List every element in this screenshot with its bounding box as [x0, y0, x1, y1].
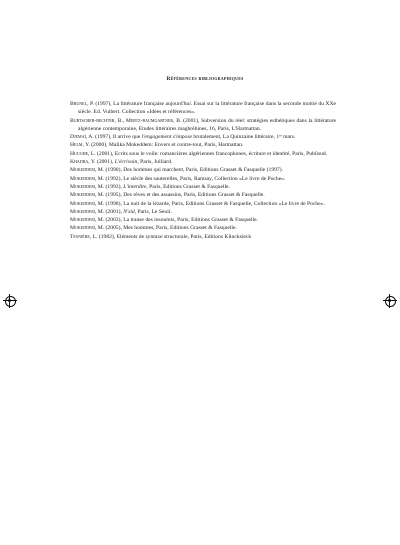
reference-text-end: . Essai sur la littérature française dans la seconde moitié du XXe siècle. Ed. Vuibert. Collection «Idées et références». [78, 101, 336, 116]
reference-item [70, 100, 336, 117]
reference-italic-title: hui [183, 101, 191, 107]
reference-item [70, 224, 336, 232]
reference-author: Brunel, P. [70, 101, 94, 107]
reference-item [70, 133, 336, 141]
reference-author: Huughe, L. [70, 150, 96, 157]
reference-text: (1990), Des hommes qui marchent, Paris, Editions Grasset & Fasquelle (1997). [104, 167, 283, 174]
reference-text: (2005), Mes hommes, Paris, Editions Grasset & Fasquelle. [104, 225, 237, 232]
reference-text-end: , Paris, Julliard. [137, 159, 173, 166]
reference-italic-title: L'interdite [123, 183, 147, 190]
reference-author: Mokeddem, M. [70, 175, 105, 182]
reference-italic-title: L'écrivain [114, 159, 138, 166]
reference-text: (2001), [104, 208, 124, 215]
reference-text-end: , Paris, Editions Grasset & Fasquelle. [146, 183, 230, 190]
reference-text: (2001), [95, 159, 115, 166]
reference-item [70, 166, 336, 174]
reference-item [70, 150, 336, 158]
reference-author: Helm, Y. [70, 142, 90, 149]
reference-text: (2001), Subversion du réel: stratégies esthétiques dans la littérature algérienne contemporaine, Etudes littéraires maghrébines, 16, Paris, L'Harmattan. [78, 117, 336, 132]
reference-item [70, 233, 336, 241]
reference-text: (2001), Ecrits sous le voile: romancières algériennes francophones, écriture et identité, Paris, Publisud. [95, 150, 328, 157]
reference-item [70, 141, 336, 149]
reference-item [70, 117, 336, 134]
reference-italic-title: l'engagement s'impose [141, 134, 192, 141]
reference-author: Burtscher-bechter, B., Mertz-baumgartner, B. [70, 117, 182, 124]
reference-item [70, 208, 336, 216]
reference-author: Mokeddem, M. [70, 183, 105, 190]
reference-text: (1992), Le siècle des sauterelles, Paris, Ramsay, Collection «Le livre de Poche». [104, 175, 286, 182]
reference-text: (1997), Il arrive que [93, 134, 142, 141]
reference-author: Tesnière, L. [70, 233, 98, 240]
reference-text: (2000), Malika Mokeddem: Envers et contre-tout, Paris, Harmattan. [89, 142, 244, 149]
reference-text: (1997), La littérature française aujourd' [93, 101, 184, 107]
reference-list [70, 100, 336, 241]
reference-author: Khadra, Y. [70, 159, 96, 166]
reference-author: Mokeddem, M. [70, 192, 105, 199]
reference-text: (1995), Des rêves et des assassins, Paris, Editions Grasset & Fasquelle. [104, 192, 265, 199]
reference-author: Mokeddem, M. [70, 217, 105, 224]
reference-author: Djemaï, A. [70, 134, 94, 141]
reference-item [70, 191, 336, 199]
reference-author: Mokeddem, M. [70, 225, 105, 232]
reference-item [70, 183, 336, 191]
reference-text: (1993), [104, 183, 124, 190]
reference-text: (1982), Eléments de syntaxe structurale, Paris, Editions Klincksieck [97, 233, 252, 240]
reference-author: Mokeddem, M. [70, 167, 105, 174]
reference-text: (1998), La nuit de la lézarde, Paris, Editions Grasset & Fasquelle, Collection «Le livre de Poche». [104, 200, 325, 207]
reference-italic-title: N'zid [123, 208, 135, 215]
reference-item [70, 200, 336, 208]
registration-mark-icon [383, 294, 397, 308]
reference-item [70, 158, 336, 166]
reference-item [70, 175, 336, 183]
reference-text-end: , Paris, Le Seuil. [134, 208, 172, 215]
section-heading: Références bibliographiques [166, 76, 244, 82]
reference-author: Mokeddem, M. [70, 208, 105, 215]
reference-item [70, 216, 336, 224]
reference-text-end: brutalement, La Quinzaine littéraire, 1ᵉʳ mars. [192, 134, 296, 141]
registration-mark-icon [3, 294, 17, 308]
reference-text: (2003), La transe des insoumis, Paris, Editions Grasset & Fasquelle. [104, 217, 258, 224]
reference-author: Mokeddem, M. [70, 200, 105, 207]
